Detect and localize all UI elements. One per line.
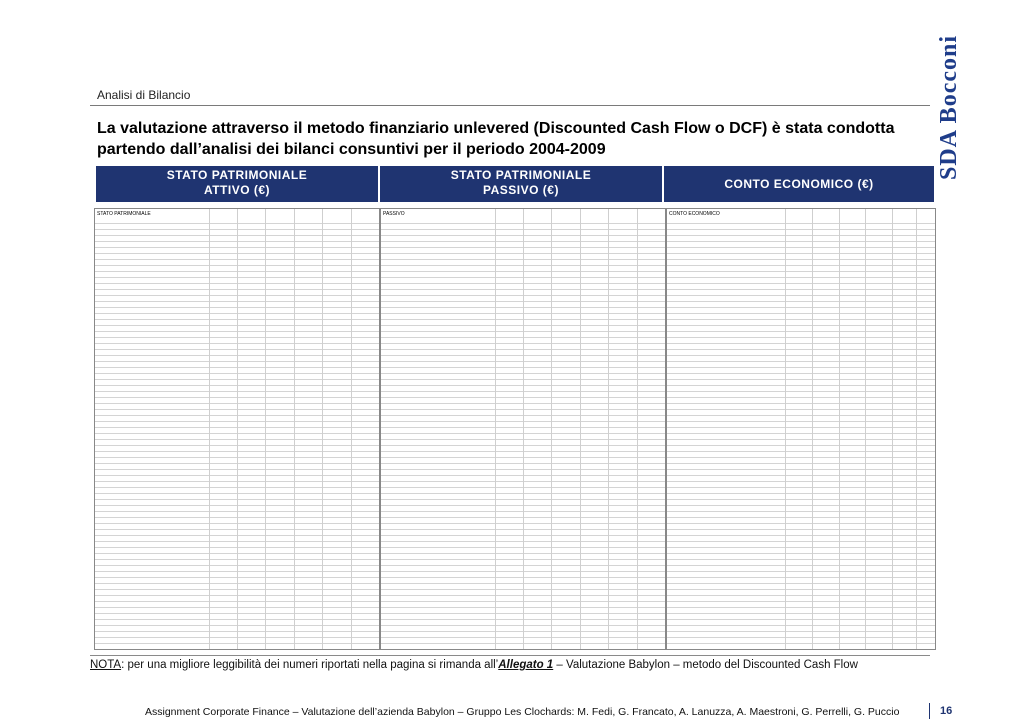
section-label: Analisi di Bilancio xyxy=(97,88,191,102)
table-gridline xyxy=(667,583,935,584)
table-gridline xyxy=(667,595,935,596)
table-gridline xyxy=(667,643,935,644)
table-gridline xyxy=(667,265,935,266)
passivo-table-header: PASSIVO xyxy=(383,211,405,217)
table-gridline xyxy=(667,313,935,314)
table-column-line xyxy=(265,209,266,649)
table-gridline xyxy=(667,433,935,434)
table-gridline xyxy=(667,565,935,566)
table-column-line xyxy=(351,209,352,649)
table-gridline xyxy=(667,229,935,230)
table-column-line xyxy=(322,209,323,649)
table-gridline xyxy=(667,601,935,602)
page-separator xyxy=(929,703,930,719)
table-gridline xyxy=(667,523,935,524)
table-gridline xyxy=(667,487,935,488)
table-gridline xyxy=(667,379,935,380)
table-gridline xyxy=(667,421,935,422)
page-number: 16 xyxy=(940,705,953,717)
table-gridline xyxy=(667,277,935,278)
band-conto xyxy=(664,166,934,202)
footer-text: Assignment Corporate Finance – Valutazione dell’azienda Babylon – Gruppo Les Clochards: M. Fedi, G. Francato, A. Lanuzza, A. Maestroni, G. Perrelli, G. Puccio xyxy=(145,706,900,718)
table-gridline xyxy=(667,301,935,302)
table-gridline xyxy=(667,373,935,374)
table-gridline xyxy=(667,559,935,560)
table-gridline xyxy=(667,547,935,548)
table-gridline xyxy=(667,403,935,404)
table-column-line xyxy=(785,209,786,649)
table-gridline xyxy=(667,235,935,236)
table-column-line xyxy=(580,209,581,649)
table-gridline xyxy=(667,613,935,614)
table-gridline xyxy=(667,457,935,458)
band-passivo-line2: PASSIVO (€) xyxy=(483,183,559,197)
table-gridline xyxy=(667,271,935,272)
table-gridline xyxy=(667,355,935,356)
allegato-link[interactable]: Allegato 1 xyxy=(498,659,554,671)
table-gridline xyxy=(667,499,935,500)
table-column-line xyxy=(865,209,866,649)
table-gridline xyxy=(667,385,935,386)
band-passivo-line1: STATO PATRIMONIALE xyxy=(450,168,592,182)
table-gridline xyxy=(667,223,935,224)
table-gridline xyxy=(667,493,935,494)
table-gridline xyxy=(667,451,935,452)
table-gridline xyxy=(667,577,935,578)
table-gridline xyxy=(667,289,935,290)
table-gridline xyxy=(667,367,935,368)
table-gridline xyxy=(667,511,935,512)
table-gridline xyxy=(667,427,935,428)
table-gridline xyxy=(667,397,935,398)
table-gridline xyxy=(667,589,935,590)
attivo-table xyxy=(94,208,380,650)
table-gridline xyxy=(667,535,935,536)
table-gridline xyxy=(667,475,935,476)
table-gridline xyxy=(667,295,935,296)
table-gridline xyxy=(667,619,935,620)
table-gridline xyxy=(667,337,935,338)
table-column-line xyxy=(209,209,210,649)
conto-economico-table xyxy=(666,208,936,650)
logo-text: SDA Bocconi xyxy=(936,34,962,180)
table-gridline xyxy=(667,331,935,332)
band-passivo xyxy=(380,166,662,202)
note-text: : per una migliore leggibilità dei numeri riportati nella pagina si rimanda all’ xyxy=(121,659,499,671)
table-gridline xyxy=(667,481,935,482)
table-gridline xyxy=(667,463,935,464)
table-column-line xyxy=(523,209,524,649)
table-gridline xyxy=(667,631,935,632)
band-attivo-line2: ATTIVO (€) xyxy=(203,183,271,197)
table-column-line xyxy=(551,209,552,649)
table-gridline xyxy=(667,349,935,350)
table-column-line xyxy=(812,209,813,649)
table-column-line xyxy=(495,209,496,649)
table-gridline xyxy=(667,607,935,608)
table-column-line xyxy=(839,209,840,649)
table-gridline xyxy=(667,307,935,308)
attivo-table-header: STATO PATRIMONIALE xyxy=(97,211,151,217)
table-gridline xyxy=(667,445,935,446)
table-gridline xyxy=(667,529,935,530)
table-gridline xyxy=(667,415,935,416)
table-gridline xyxy=(667,469,935,470)
table-gridline xyxy=(667,439,935,440)
table-column-line xyxy=(294,209,295,649)
table-gridline xyxy=(667,517,935,518)
note-suffix: – Valutazione Babylon – metodo del Discounted Cash Flow xyxy=(553,659,858,671)
table-gridline xyxy=(667,325,935,326)
passivo-table xyxy=(380,208,666,650)
note-prefix: NOTA xyxy=(90,659,122,671)
table-column-line xyxy=(916,209,917,649)
note-divider xyxy=(90,655,930,656)
band-conto-label: CONTO ECONOMICO (€) xyxy=(724,177,874,191)
top-divider xyxy=(90,105,930,106)
table-column-line xyxy=(892,209,893,649)
table-gridline xyxy=(667,625,935,626)
band-attivo xyxy=(96,166,378,202)
page-title: La valutazione attraverso il metodo finanziario unlevered (Discounted Cash Flow o DCF) è stata condotta partendo dall’analisi dei bilanci consuntivi per il periodo 2004-2009 xyxy=(97,120,895,158)
table-column-line xyxy=(637,209,638,649)
table-gridline xyxy=(667,259,935,260)
table-column-line xyxy=(237,209,238,649)
table-gridline xyxy=(667,553,935,554)
table-column-line xyxy=(608,209,609,649)
band-attivo-line1: STATO PATRIMONIALE xyxy=(166,168,308,182)
table-gridline xyxy=(667,283,935,284)
table-gridline xyxy=(667,247,935,248)
sda-bocconi-logo xyxy=(934,34,964,182)
table-gridline xyxy=(667,505,935,506)
table-gridline xyxy=(667,571,935,572)
table-gridline xyxy=(667,343,935,344)
table-gridline xyxy=(667,409,935,410)
table-gridline xyxy=(667,241,935,242)
footnote xyxy=(90,659,858,671)
table-gridline xyxy=(667,319,935,320)
table-gridline xyxy=(667,391,935,392)
table-gridline xyxy=(667,253,935,254)
table-gridline xyxy=(667,637,935,638)
conto-table-header: CONTO ECONOMICO xyxy=(669,211,720,217)
table-gridline xyxy=(667,541,935,542)
table-gridline xyxy=(667,361,935,362)
